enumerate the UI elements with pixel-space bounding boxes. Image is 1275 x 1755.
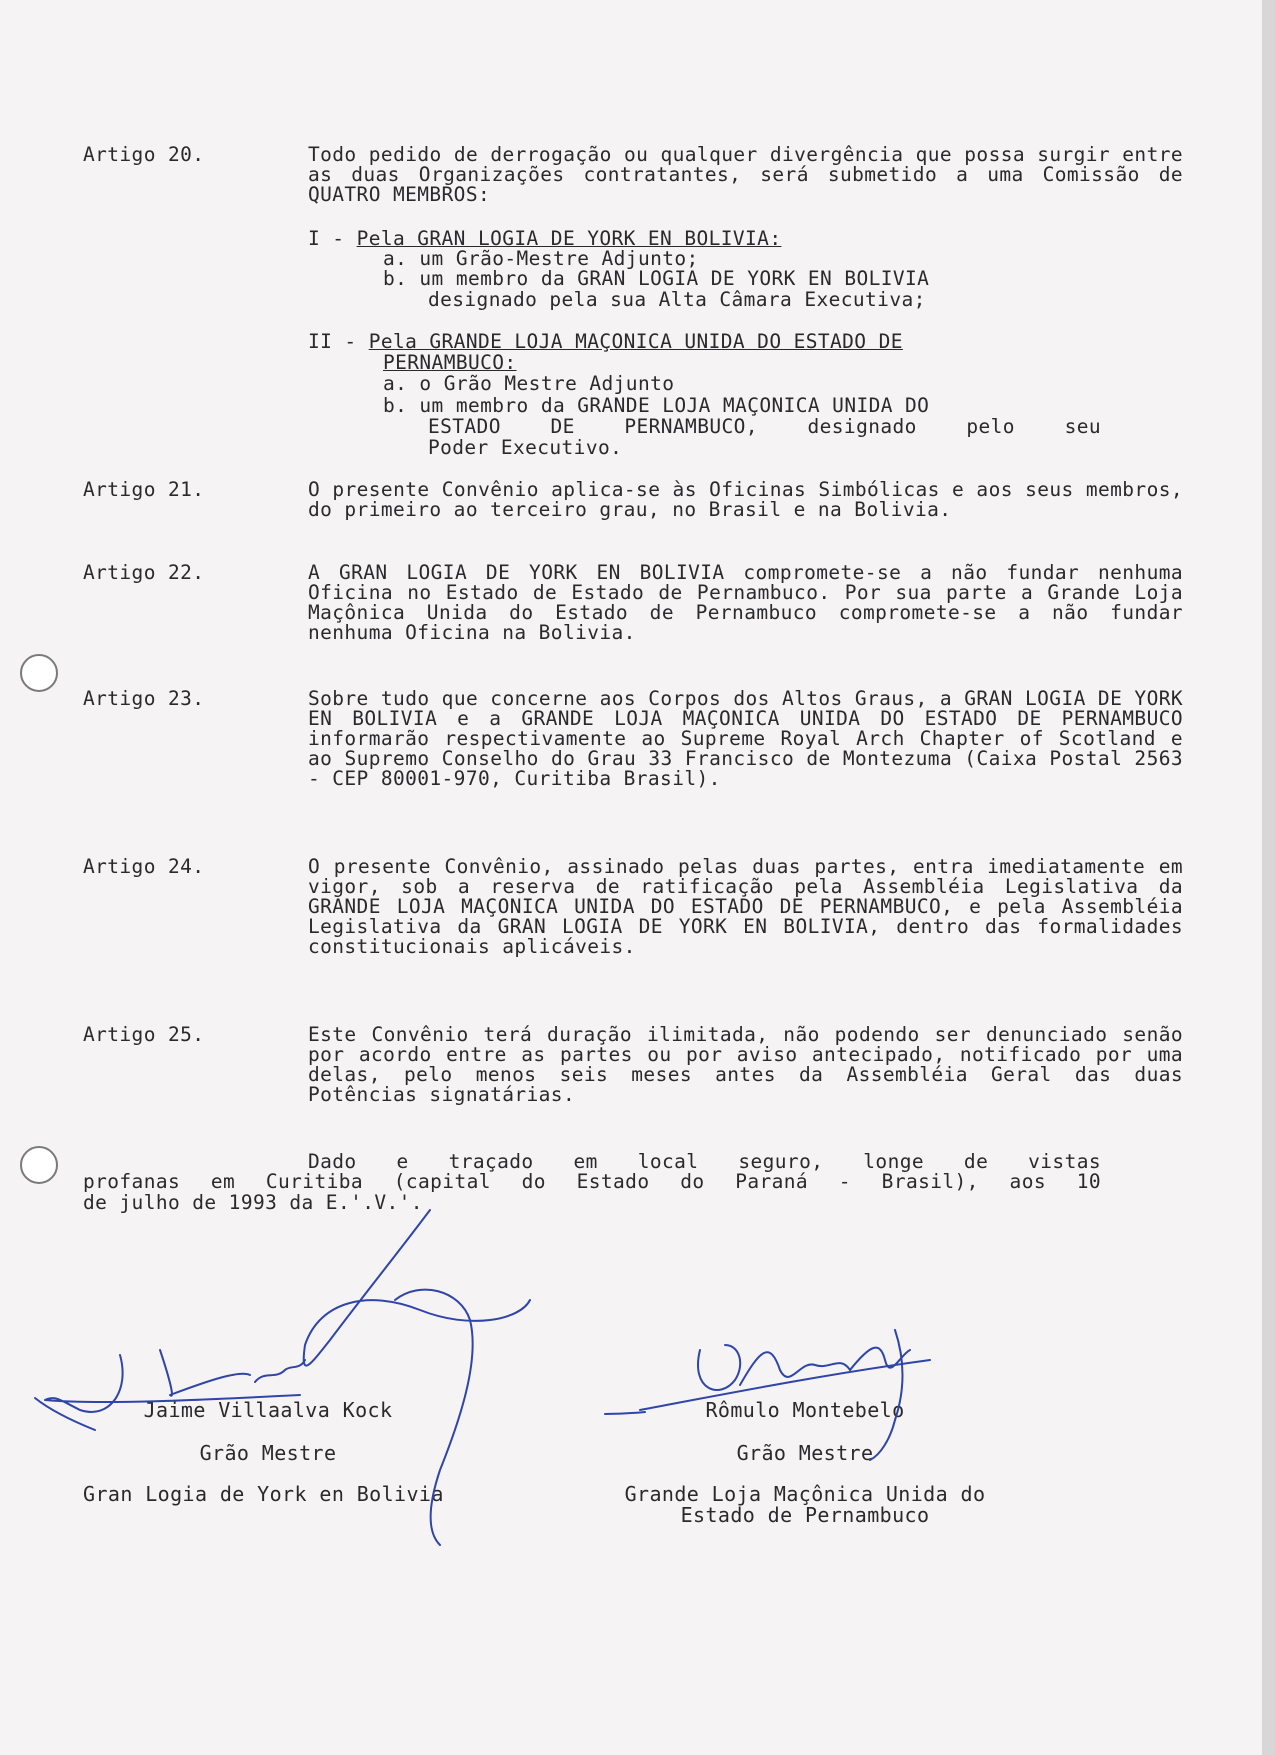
section-ii-prefix: II - — [308, 330, 369, 353]
signature-left-stroke — [304, 1210, 530, 1366]
signatory-name: Jaime Villaalva Kock — [143, 1398, 393, 1422]
signature-right-stroke — [740, 1352, 850, 1385]
signature-left-stroke — [160, 1350, 250, 1396]
article-label: Artigo 23. — [83, 687, 205, 710]
article-text: Sobre tudo que concerne aos Corpos dos Altos Graus, a GRAN LOGIA DE YORK EN BOLIVIA e a GRANDE LOJA MAÇONICA UNIDA DO ESTADO DE PERNAMBUCO informarão respectivamente ao Supreme Royal Arch Chapter of Scotland e ao Supremo Conselho do Grau 33 Francisco de Montezuma (Caixa Postal 2563 - CEP 80001-970, Curitiba Brasil). — [308, 687, 1183, 790]
section-ii-item-b-cont: ESTADO DE PERNAMBUCO, designado pelo seu — [428, 415, 1101, 438]
article-label: Artigo 22. — [83, 561, 205, 584]
signatory-title: Grão Mestre — [736, 1441, 874, 1465]
signature-left-stroke — [255, 1360, 305, 1382]
section-ii-item-a: a. o Grão Mestre Adjunto — [383, 372, 675, 395]
signature-right-stroke — [850, 1348, 910, 1370]
article-text: O presente Convênio, assinado pelas duas partes, entra imediatamente em vigor, sob a reserva de ratificação pela Assembléia Legislativa da GRANDE LOJA MAÇONICA UNIDA DO ESTADO DE PERNAMBUCO, e pela Assembléia Legislativa da GRAN LOGIA DE YORK EN BOLIVIA, dentro das formalidades constitucionais aplicáveis. — [308, 855, 1183, 958]
signatory-right — [585, 1400, 1025, 1526]
section-ii-heading — [308, 332, 903, 352]
article-text: A GRAN LOGIA DE YORK EN BOLIVIA compromete-se a não fundar nenhuma Oficina no Estado de Estado de Pernambuco. Por sua parte a Grande Loja Maçônica Unida do Estado de Pernambuco compromete-se a não fundar nenhuma Oficina na Bolivia. — [308, 561, 1183, 644]
closing-line-3: de julho de 1993 da E.'.V.'. — [83, 1191, 423, 1214]
section-i-item-b-cont: designado pela sua Alta Câmara Executiva; — [428, 288, 926, 311]
signatory-org-cont: Estado de Pernambuco — [680, 1503, 930, 1527]
section-i-title: Pela GRAN LOGIA DE YORK EN BOLIVIA: — [356, 227, 782, 250]
signatory-title: Grão Mestre — [199, 1441, 337, 1465]
article-label: Artigo 25. — [83, 1023, 205, 1046]
article-text: Este Convênio terá duração ilimitada, não podendo ser denunciado senão por acordo entre as partes ou por aviso antecipado, notificado por uma delas, pelo menos seis meses antes da Assembléia Geral das duas Potências signatárias. — [308, 1023, 1183, 1106]
punch-hole — [20, 654, 58, 692]
section-i-item-b: b. um membro da GRAN LOGIA DE YORK EN BOLIVIA — [383, 267, 930, 290]
section-i-prefix: I - — [308, 227, 357, 250]
section-i-item-a: a. um Grão-Mestre Adjunto; — [383, 247, 699, 270]
article-label: Artigo 24. — [83, 855, 205, 878]
signatory-left — [83, 1400, 503, 1505]
punch-hole — [20, 1146, 58, 1184]
section-ii-item-b: b. um membro da GRANDE LOJA MAÇONICA UNIDA DO — [383, 394, 930, 417]
closing-line-1: Dado e traçado em local seguro, longe de vistas — [308, 1150, 1101, 1173]
article-label: Artigo 20. — [83, 143, 205, 166]
closing-line-2: profanas em Curitiba (capital do Estado do Paraná - Brasil), aos 10 — [83, 1170, 1101, 1193]
article-text: Todo pedido de derrogação ou qualquer divergência que possa surgir entre as duas Organizações contratantes, será submetido a uma Comissão de QUATRO MEMBROS: — [308, 143, 1183, 206]
signatory-org: Gran Logia de York en Bolivia — [83, 1482, 444, 1506]
signatory-org: Grande Loja Maçônica Unida do — [624, 1482, 986, 1506]
section-ii-title: Pela GRANDE LOJA MAÇONICA UNIDA DO ESTADO DE — [368, 330, 903, 353]
signature-right-stroke — [698, 1345, 740, 1390]
signatory-name: Rômulo Montebelo — [705, 1398, 905, 1422]
article-text: O presente Convênio aplica-se às Oficinas Simbólicas e aos seus membros, do primeiro ao terceiro grau, no Brasil e na Bolivia. — [308, 478, 1183, 521]
section-i-heading — [308, 229, 781, 249]
article-label: Artigo 21. — [83, 478, 205, 501]
section-ii-item-b-end: Poder Executivo. — [428, 436, 623, 459]
section-ii-title-cont: PERNAMBUCO: — [383, 351, 517, 374]
